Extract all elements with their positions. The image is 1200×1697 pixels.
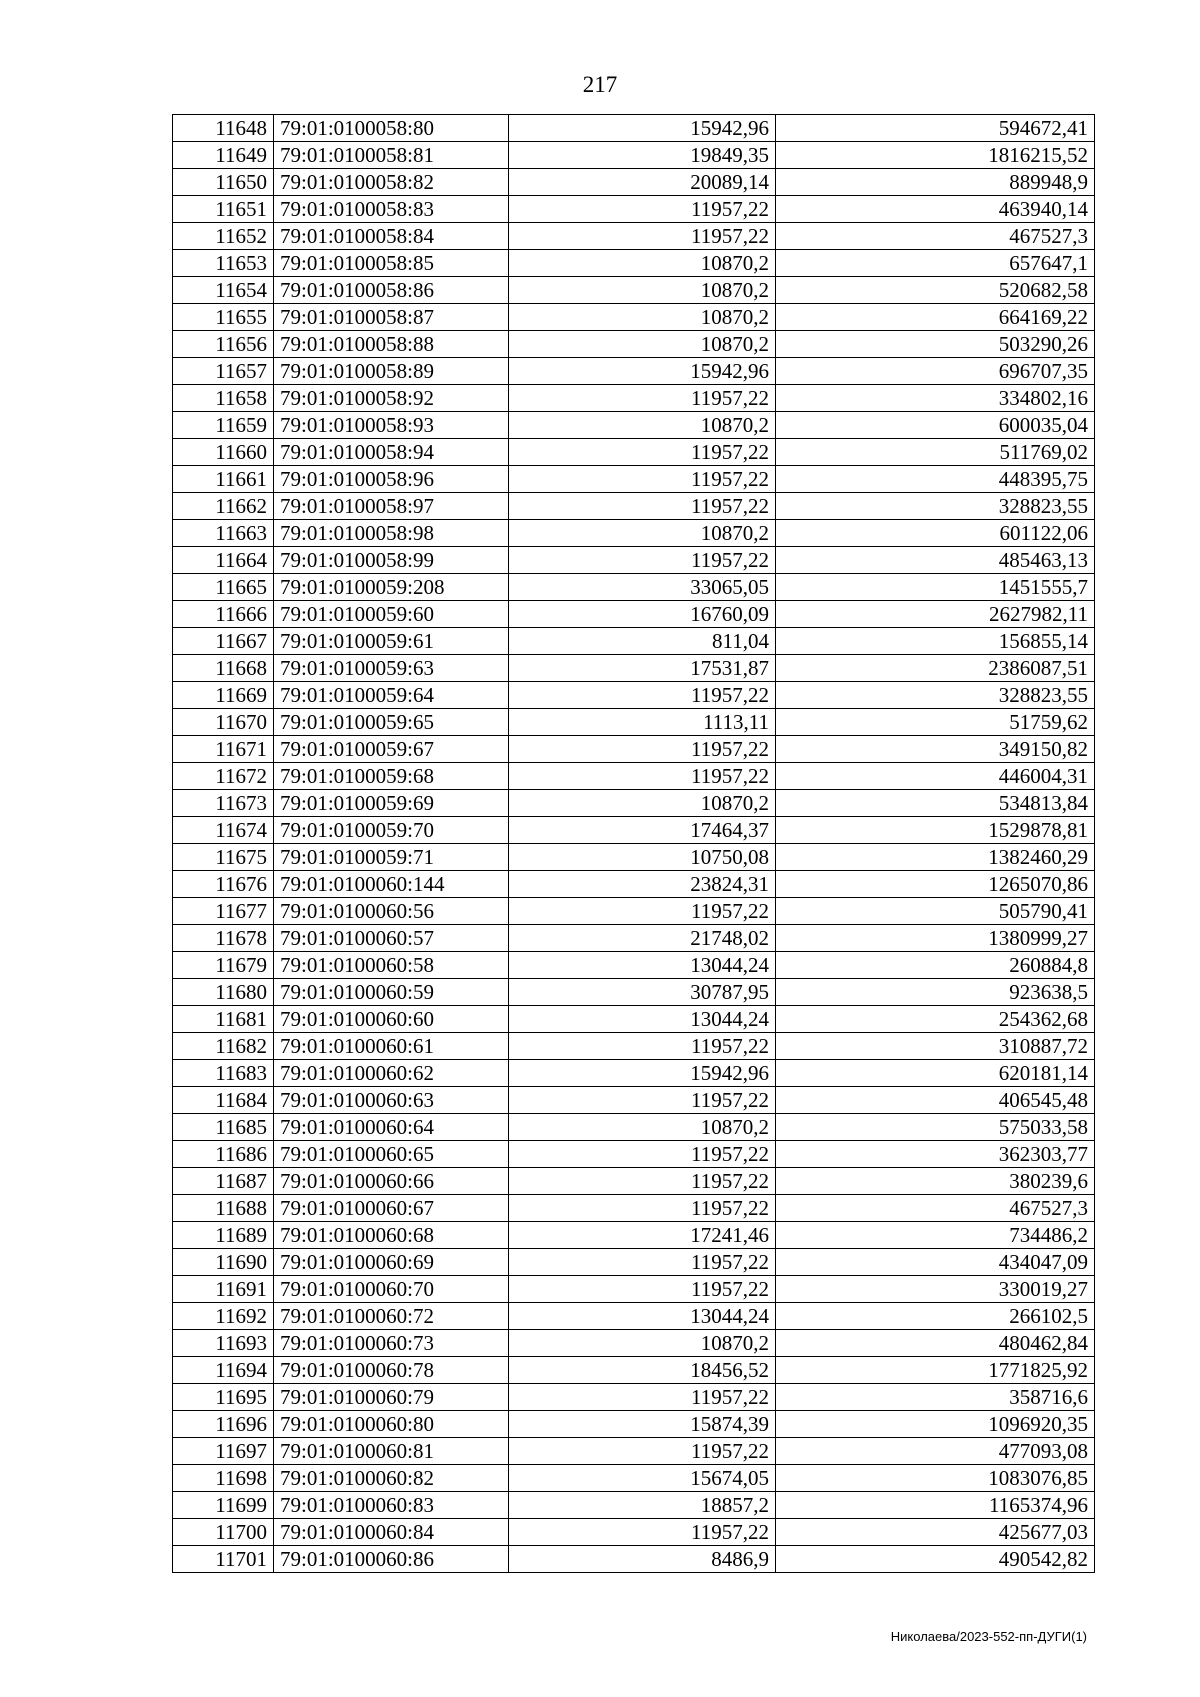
cadastral-value-cell: 1451555,7: [776, 574, 1095, 601]
table-body: [173, 115, 1095, 1573]
cadastral-value-cell: 328823,55: [776, 682, 1095, 709]
row-number-cell: 11655: [173, 304, 274, 331]
cadastral-number-cell: 79:01:0100059:67: [274, 736, 509, 763]
cadastral-number-cell: 79:01:0100059:208: [274, 574, 509, 601]
cadastral-number-cell: 79:01:0100060:70: [274, 1276, 509, 1303]
cadastral-number-cell: 79:01:0100058:83: [274, 196, 509, 223]
table-row: [173, 790, 1095, 817]
area-cell: 10870,2: [509, 412, 776, 439]
row-number-cell: 11667: [173, 628, 274, 655]
cadastral-number-cell: 79:01:0100060:86: [274, 1546, 509, 1573]
row-number-cell: 11694: [173, 1357, 274, 1384]
cadastral-number-cell: 79:01:0100058:93: [274, 412, 509, 439]
area-cell: 17241,46: [509, 1222, 776, 1249]
row-number-cell: 11700: [173, 1519, 274, 1546]
table-row: [173, 385, 1095, 412]
cadastral-value-cell: 310887,72: [776, 1033, 1095, 1060]
row-number-cell: 11654: [173, 277, 274, 304]
row-number-cell: 11692: [173, 1303, 274, 1330]
cadastral-number-cell: 79:01:0100060:64: [274, 1114, 509, 1141]
row-number-cell: 11668: [173, 655, 274, 682]
area-cell: 11957,22: [509, 1249, 776, 1276]
row-number-cell: 11687: [173, 1168, 274, 1195]
row-number-cell: 11673: [173, 790, 274, 817]
cadastral-number-cell: 79:01:0100058:94: [274, 439, 509, 466]
area-cell: 23824,31: [509, 871, 776, 898]
table-row: [173, 358, 1095, 385]
row-number-cell: 11649: [173, 142, 274, 169]
row-number-cell: 11681: [173, 1006, 274, 1033]
area-cell: 11957,22: [509, 736, 776, 763]
cadastral-value-cell: 425677,03: [776, 1519, 1095, 1546]
cadastral-value-cell: 467527,3: [776, 223, 1095, 250]
row-number-cell: 11663: [173, 520, 274, 547]
cadastral-value-cell: 923638,5: [776, 979, 1095, 1006]
cadastral-number-cell: 79:01:0100060:57: [274, 925, 509, 952]
row-number-cell: 11660: [173, 439, 274, 466]
row-number-cell: 11661: [173, 466, 274, 493]
area-cell: 8486,9: [509, 1546, 776, 1573]
table-row: [173, 1087, 1095, 1114]
area-cell: 15674,05: [509, 1465, 776, 1492]
table-row: [173, 817, 1095, 844]
cadastral-number-cell: 79:01:0100058:92: [274, 385, 509, 412]
row-number-cell: 11662: [173, 493, 274, 520]
area-cell: 13044,24: [509, 1303, 776, 1330]
cadastral-number-cell: 79:01:0100060:61: [274, 1033, 509, 1060]
table-row: [173, 1141, 1095, 1168]
area-cell: 11957,22: [509, 196, 776, 223]
cadastral-value-cell: 1382460,29: [776, 844, 1095, 871]
cadastral-number-cell: 79:01:0100060:84: [274, 1519, 509, 1546]
cadastral-value-cell: 358716,6: [776, 1384, 1095, 1411]
table-row: [173, 601, 1095, 628]
cadastral-value-cell: 260884,8: [776, 952, 1095, 979]
cadastral-value-cell: 434047,09: [776, 1249, 1095, 1276]
cadastral-number-cell: 79:01:0100058:98: [274, 520, 509, 547]
table-row: [173, 412, 1095, 439]
row-number-cell: 11698: [173, 1465, 274, 1492]
cadastral-value-cell: 505790,41: [776, 898, 1095, 925]
area-cell: 11957,22: [509, 1384, 776, 1411]
cadastral-value-cell: 334802,16: [776, 385, 1095, 412]
table-row: [173, 1060, 1095, 1087]
area-cell: 33065,05: [509, 574, 776, 601]
cadastral-value-cell: 503290,26: [776, 331, 1095, 358]
table-row: [173, 493, 1095, 520]
row-number-cell: 11650: [173, 169, 274, 196]
row-number-cell: 11683: [173, 1060, 274, 1087]
cadastral-value-cell: 2627982,11: [776, 601, 1095, 628]
row-number-cell: 11679: [173, 952, 274, 979]
cadastral-number-cell: 79:01:0100060:78: [274, 1357, 509, 1384]
area-cell: 11957,22: [509, 385, 776, 412]
cadastral-number-cell: 79:01:0100059:69: [274, 790, 509, 817]
area-cell: 11957,22: [509, 439, 776, 466]
cadastral-number-cell: 79:01:0100058:87: [274, 304, 509, 331]
area-cell: 11957,22: [509, 1276, 776, 1303]
table-row: [173, 1438, 1095, 1465]
cadastral-value-cell: 1380999,27: [776, 925, 1095, 952]
area-cell: 11957,22: [509, 1141, 776, 1168]
table-row: [173, 250, 1095, 277]
row-number-cell: 11686: [173, 1141, 274, 1168]
cadastral-number-cell: 79:01:0100060:79: [274, 1384, 509, 1411]
row-number-cell: 11664: [173, 547, 274, 574]
row-number-cell: 11697: [173, 1438, 274, 1465]
table-row: [173, 952, 1095, 979]
row-number-cell: 11658: [173, 385, 274, 412]
page-number: 217: [582, 72, 618, 97]
cadastral-value-table: [172, 114, 1095, 1573]
table-row: [173, 1465, 1095, 1492]
area-cell: 11957,22: [509, 466, 776, 493]
table-row: [173, 844, 1095, 871]
table-row: [173, 115, 1095, 142]
cadastral-value-cell: 620181,14: [776, 1060, 1095, 1087]
area-cell: 11957,22: [509, 682, 776, 709]
table-row: [173, 277, 1095, 304]
row-number-cell: 11677: [173, 898, 274, 925]
table-row: [173, 1006, 1095, 1033]
area-cell: 17464,37: [509, 817, 776, 844]
row-number-cell: 11696: [173, 1411, 274, 1438]
area-cell: 18857,2: [509, 1492, 776, 1519]
cadastral-value-cell: 328823,55: [776, 493, 1095, 520]
row-number-cell: 11688: [173, 1195, 274, 1222]
cadastral-value-cell: 534813,84: [776, 790, 1095, 817]
cadastral-value-cell: 1816215,52: [776, 142, 1095, 169]
area-cell: 17531,87: [509, 655, 776, 682]
table-row: [173, 1411, 1095, 1438]
row-number-cell: 11674: [173, 817, 274, 844]
row-number-cell: 11651: [173, 196, 274, 223]
table-row: [173, 709, 1095, 736]
cadastral-value-cell: 664169,22: [776, 304, 1095, 331]
row-number-cell: 11656: [173, 331, 274, 358]
area-cell: 11957,22: [509, 547, 776, 574]
cadastral-number-cell: 79:01:0100059:64: [274, 682, 509, 709]
row-number-cell: 11699: [173, 1492, 274, 1519]
area-cell: 10870,2: [509, 1114, 776, 1141]
area-cell: 10870,2: [509, 250, 776, 277]
cadastral-number-cell: 79:01:0100060:62: [274, 1060, 509, 1087]
area-cell: 11957,22: [509, 1519, 776, 1546]
table-row: [173, 1546, 1095, 1573]
table-row: [173, 547, 1095, 574]
cadastral-value-cell: 406545,48: [776, 1087, 1095, 1114]
cadastral-value-cell: 734486,2: [776, 1222, 1095, 1249]
table-row: [173, 1276, 1095, 1303]
table-row: [173, 223, 1095, 250]
cadastral-number-cell: 79:01:0100059:65: [274, 709, 509, 736]
area-cell: 20089,14: [509, 169, 776, 196]
cadastral-value-cell: 1771825,92: [776, 1357, 1095, 1384]
cadastral-value-cell: 575033,58: [776, 1114, 1095, 1141]
area-cell: 11957,22: [509, 763, 776, 790]
row-number-cell: 11653: [173, 250, 274, 277]
area-cell: 11957,22: [509, 1087, 776, 1114]
table-row: [173, 871, 1095, 898]
area-cell: 10870,2: [509, 790, 776, 817]
cadastral-number-cell: 79:01:0100058:86: [274, 277, 509, 304]
cadastral-number-cell: 79:01:0100059:63: [274, 655, 509, 682]
row-number-cell: 11657: [173, 358, 274, 385]
row-number-cell: 11684: [173, 1087, 274, 1114]
area-cell: 10870,2: [509, 304, 776, 331]
area-cell: 10750,08: [509, 844, 776, 871]
cadastral-number-cell: 79:01:0100059:68: [274, 763, 509, 790]
table-row: [173, 331, 1095, 358]
cadastral-number-cell: 79:01:0100058:85: [274, 250, 509, 277]
table-row: [173, 736, 1095, 763]
cadastral-value-cell: 485463,13: [776, 547, 1095, 574]
cadastral-number-cell: 79:01:0100060:73: [274, 1330, 509, 1357]
table-row: [173, 1384, 1095, 1411]
cadastral-number-cell: 79:01:0100058:89: [274, 358, 509, 385]
cadastral-value-cell: 477093,08: [776, 1438, 1095, 1465]
cadastral-number-cell: 79:01:0100060:56: [274, 898, 509, 925]
table-row: [173, 1492, 1095, 1519]
cadastral-value-cell: 380239,6: [776, 1168, 1095, 1195]
table-row: [173, 682, 1095, 709]
cadastral-value-cell: 362303,77: [776, 1141, 1095, 1168]
cadastral-number-cell: 79:01:0100060:83: [274, 1492, 509, 1519]
table-row: [173, 466, 1095, 493]
cadastral-value-cell: 467527,3: [776, 1195, 1095, 1222]
table-row: [173, 196, 1095, 223]
area-cell: 10870,2: [509, 331, 776, 358]
cadastral-value-cell: 448395,75: [776, 466, 1095, 493]
cadastral-number-cell: 79:01:0100060:60: [274, 1006, 509, 1033]
cadastral-number-cell: 79:01:0100058:82: [274, 169, 509, 196]
cadastral-number-cell: 79:01:0100059:71: [274, 844, 509, 871]
table-row: [173, 1222, 1095, 1249]
cadastral-value-cell: 1083076,85: [776, 1465, 1095, 1492]
cadastral-value-cell: 156855,14: [776, 628, 1095, 655]
area-cell: 11957,22: [509, 223, 776, 250]
row-number-cell: 11671: [173, 736, 274, 763]
area-cell: 15942,96: [509, 358, 776, 385]
cadastral-value-cell: 601122,06: [776, 520, 1095, 547]
area-cell: 10870,2: [509, 277, 776, 304]
cadastral-number-cell: 79:01:0100060:59: [274, 979, 509, 1006]
row-number-cell: 11675: [173, 844, 274, 871]
table-row: [173, 979, 1095, 1006]
cadastral-value-cell: 1096920,35: [776, 1411, 1095, 1438]
table-row: [173, 628, 1095, 655]
cadastral-number-cell: 79:01:0100059:60: [274, 601, 509, 628]
area-cell: 21748,02: [509, 925, 776, 952]
area-cell: 811,04: [509, 628, 776, 655]
row-number-cell: 11676: [173, 871, 274, 898]
table-row: [173, 1168, 1095, 1195]
document-footer: Николаева/2023-552-пп-ДУГИ(1): [890, 1629, 1087, 1644]
area-cell: 11957,22: [509, 1033, 776, 1060]
row-number-cell: 11665: [173, 574, 274, 601]
area-cell: 11957,22: [509, 493, 776, 520]
cadastral-number-cell: 79:01:0100060:65: [274, 1141, 509, 1168]
cadastral-number-cell: 79:01:0100058:81: [274, 142, 509, 169]
cadastral-number-cell: 79:01:0100060:63: [274, 1087, 509, 1114]
row-number-cell: 11669: [173, 682, 274, 709]
cadastral-value-cell: 463940,14: [776, 196, 1095, 223]
area-cell: 19849,35: [509, 142, 776, 169]
cadastral-number-cell: 79:01:0100058:97: [274, 493, 509, 520]
area-cell: 13044,24: [509, 1006, 776, 1033]
cadastral-number-cell: 79:01:0100058:84: [274, 223, 509, 250]
cadastral-number-cell: 79:01:0100060:80: [274, 1411, 509, 1438]
cadastral-value-cell: 446004,31: [776, 763, 1095, 790]
cadastral-number-cell: 79:01:0100060:58: [274, 952, 509, 979]
area-cell: 11957,22: [509, 1438, 776, 1465]
row-number-cell: 11680: [173, 979, 274, 1006]
cadastral-number-cell: 79:01:0100060:81: [274, 1438, 509, 1465]
cadastral-value-cell: 696707,35: [776, 358, 1095, 385]
table-row: [173, 1357, 1095, 1384]
table-row: [173, 1330, 1095, 1357]
table-row: [173, 169, 1095, 196]
row-number-cell: 11682: [173, 1033, 274, 1060]
area-cell: 30787,95: [509, 979, 776, 1006]
cadastral-number-cell: 79:01:0100060:72: [274, 1303, 509, 1330]
cadastral-number-cell: 79:01:0100060:68: [274, 1222, 509, 1249]
cadastral-value-cell: 600035,04: [776, 412, 1095, 439]
row-number-cell: 11693: [173, 1330, 274, 1357]
area-cell: 10870,2: [509, 1330, 776, 1357]
cadastral-value-cell: 2386087,51: [776, 655, 1095, 682]
cadastral-value-cell: 330019,27: [776, 1276, 1095, 1303]
row-number-cell: 11659: [173, 412, 274, 439]
area-cell: 13044,24: [509, 952, 776, 979]
table-row: [173, 1114, 1095, 1141]
cadastral-number-cell: 79:01:0100060:82: [274, 1465, 509, 1492]
row-number-cell: 11685: [173, 1114, 274, 1141]
table-row: [173, 898, 1095, 925]
row-number-cell: 11666: [173, 601, 274, 628]
table-row: [173, 439, 1095, 466]
row-number-cell: 11695: [173, 1384, 274, 1411]
row-number-cell: 11690: [173, 1249, 274, 1276]
row-number-cell: 11652: [173, 223, 274, 250]
row-number-cell: 11689: [173, 1222, 274, 1249]
cadastral-value-cell: 1165374,96: [776, 1492, 1095, 1519]
cadastral-value-cell: 490542,82: [776, 1546, 1095, 1573]
cadastral-number-cell: 79:01:0100060:144: [274, 871, 509, 898]
table-row: [173, 655, 1095, 682]
cadastral-value-cell: 1529878,81: [776, 817, 1095, 844]
area-cell: 15942,96: [509, 1060, 776, 1087]
area-cell: 15942,96: [509, 115, 776, 142]
table-row: [173, 1249, 1095, 1276]
area-cell: 11957,22: [509, 1195, 776, 1222]
cadastral-value-cell: 266102,5: [776, 1303, 1095, 1330]
area-cell: 11957,22: [509, 1168, 776, 1195]
area-cell: 11957,22: [509, 898, 776, 925]
table-row: [173, 763, 1095, 790]
cadastral-value-cell: 254362,68: [776, 1006, 1095, 1033]
area-cell: 15874,39: [509, 1411, 776, 1438]
table-row: [173, 1519, 1095, 1546]
cadastral-number-cell: 79:01:0100058:96: [274, 466, 509, 493]
area-cell: 1113,11: [509, 709, 776, 736]
cadastral-value-cell: 889948,9: [776, 169, 1095, 196]
cadastral-number-cell: 79:01:0100060:69: [274, 1249, 509, 1276]
row-number-cell: 11701: [173, 1546, 274, 1573]
cadastral-number-cell: 79:01:0100058:99: [274, 547, 509, 574]
cadastral-number-cell: 79:01:0100059:70: [274, 817, 509, 844]
row-number-cell: 11648: [173, 115, 274, 142]
cadastral-value-cell: 1265070,86: [776, 871, 1095, 898]
cadastral-number-cell: 79:01:0100060:67: [274, 1195, 509, 1222]
cadastral-number-cell: 79:01:0100060:66: [274, 1168, 509, 1195]
row-number-cell: 11670: [173, 709, 274, 736]
area-cell: 16760,09: [509, 601, 776, 628]
cadastral-value-cell: 480462,84: [776, 1330, 1095, 1357]
row-number-cell: 11672: [173, 763, 274, 790]
cadastral-value-cell: 520682,58: [776, 277, 1095, 304]
cadastral-number-cell: 79:01:0100059:61: [274, 628, 509, 655]
row-number-cell: 11678: [173, 925, 274, 952]
cadastral-value-cell: 511769,02: [776, 439, 1095, 466]
cadastral-value-cell: 657647,1: [776, 250, 1095, 277]
cadastral-value-cell: 51759,62: [776, 709, 1095, 736]
table-row: [173, 574, 1095, 601]
row-number-cell: 11691: [173, 1276, 274, 1303]
cadastral-value-cell: 594672,41: [776, 115, 1095, 142]
table-row: [173, 1195, 1095, 1222]
cadastral-number-cell: 79:01:0100058:88: [274, 331, 509, 358]
table-row: [173, 1033, 1095, 1060]
table-row: [173, 304, 1095, 331]
area-cell: 10870,2: [509, 520, 776, 547]
area-cell: 18456,52: [509, 1357, 776, 1384]
cadastral-number-cell: 79:01:0100058:80: [274, 115, 509, 142]
table-row: [173, 925, 1095, 952]
table-row: [173, 520, 1095, 547]
table-row: [173, 142, 1095, 169]
cadastral-value-cell: 349150,82: [776, 736, 1095, 763]
table-row: [173, 1303, 1095, 1330]
